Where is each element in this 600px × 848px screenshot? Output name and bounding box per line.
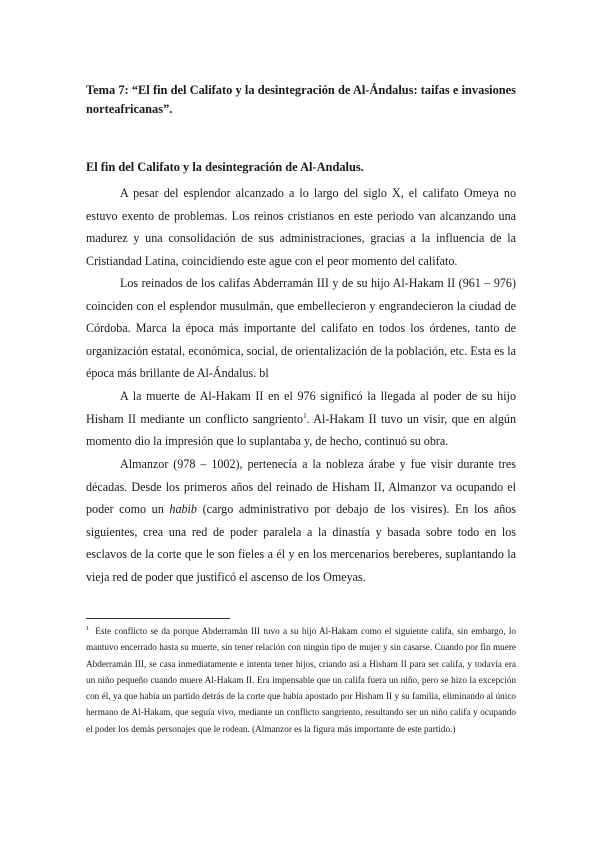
paragraph-3-text-end: . Al-Hakam II tuvo un visir, que en algún momento dio la impresión que lo suplantaba y, de hecho, continuó su obra.: [86, 411, 516, 449]
footnote-reference[interactable]: 1: [303, 411, 307, 420]
footnote-text: Este conflicto se da porque Abderramán III tuvo a su hijo Al-Hakam como el siguiente califa, sin embargo, lo mantuvo encerrado hasta su muerte, sin tener relación con ningún tipo de mujer y sin casarse. Cuando por fin muere Abderramán III, se casa inmediatamente e intenta tener hijos, criando así a Hisham II para ser califa, y todavía era un niño pequeño cuando muere Al-Hakam II. Era impensable que un califa fuera un niño, pero se hizo la excepción con él, ya que había un partido detrás de la corte que había apostado por Hisham II y su familia, eliminando al único hermano de Al-Hakam, que seguía vivo, mediante un conflicto sangriento, resultando ser un niño califa y ocupando el poder los demás personajes que le rodean. (Almanzor es la figura más importante de este partido.): [86, 626, 516, 734]
habib-term: habib: [169, 502, 197, 517]
paragraph-1: A pesar del esplendor alcanzado a lo largo del siglo X, el califato Omeya no estuvo exento de problemas. Los reinos cristianos en este periodo van alcanzando una madurez y una consolidación de sus administraciones, gracias a la influencia de la Cristiandad Latina, coincidiendo este ague con el peor momento del califato.: [86, 186, 516, 268]
paragraph-4-text-start: Almanzor (978 – 1002), pertenecía a la nobleza árabe y fue visir durante tres décadas. Desde los primeros años del reinado de Hisham II, Almanzor va ocupando el poder como un: [86, 457, 516, 517]
paragraph-3-text-start: A la muerte de Al-Hakam II en el 976 significó la llegada al poder de su hijo Hisham II mediante un conflicto sangriento: [86, 389, 516, 426]
paragraph-3: [86, 385, 516, 453]
document-title: Tema 7: “El fin del Califato y la desintegración de Al-Ándalus: taifas e invasiones norteafricanas”.: [86, 83, 516, 116]
section-heading: El fin del Califato y la desintegración de Al-Andalus.: [86, 160, 364, 174]
paragraph-2: Los reinados de los califas Abderramán III y de su hijo Al-Hakam II (961 – 976) coinciden con el esplendor musulmán, que embellecieron y engrandecieron la ciudad de Córdoba. Marca la época más importante del califato en todos los órdenes, tanto de organización estatal, económica, social, de orientalización de la población, etc. Esta es la época más brillante de Al-Ándalus. bl: [86, 276, 516, 381]
footnote-separator: [86, 618, 230, 619]
paragraph-4: [86, 453, 516, 589]
footnote-marker: 1: [86, 624, 90, 632]
paragraph-4-text-end: (cargo administrativo por debajo de los visires). En los años siguientes, crea una red de poder paralela a la dinastía y basada sobre todo en los esclavos de la corte que le son fieles a él y en los mercenarios bereberes, suplantando la vieja red de poder que justificó el ascenso de los Omeyas.: [86, 502, 516, 584]
footnote: [86, 623, 516, 737]
